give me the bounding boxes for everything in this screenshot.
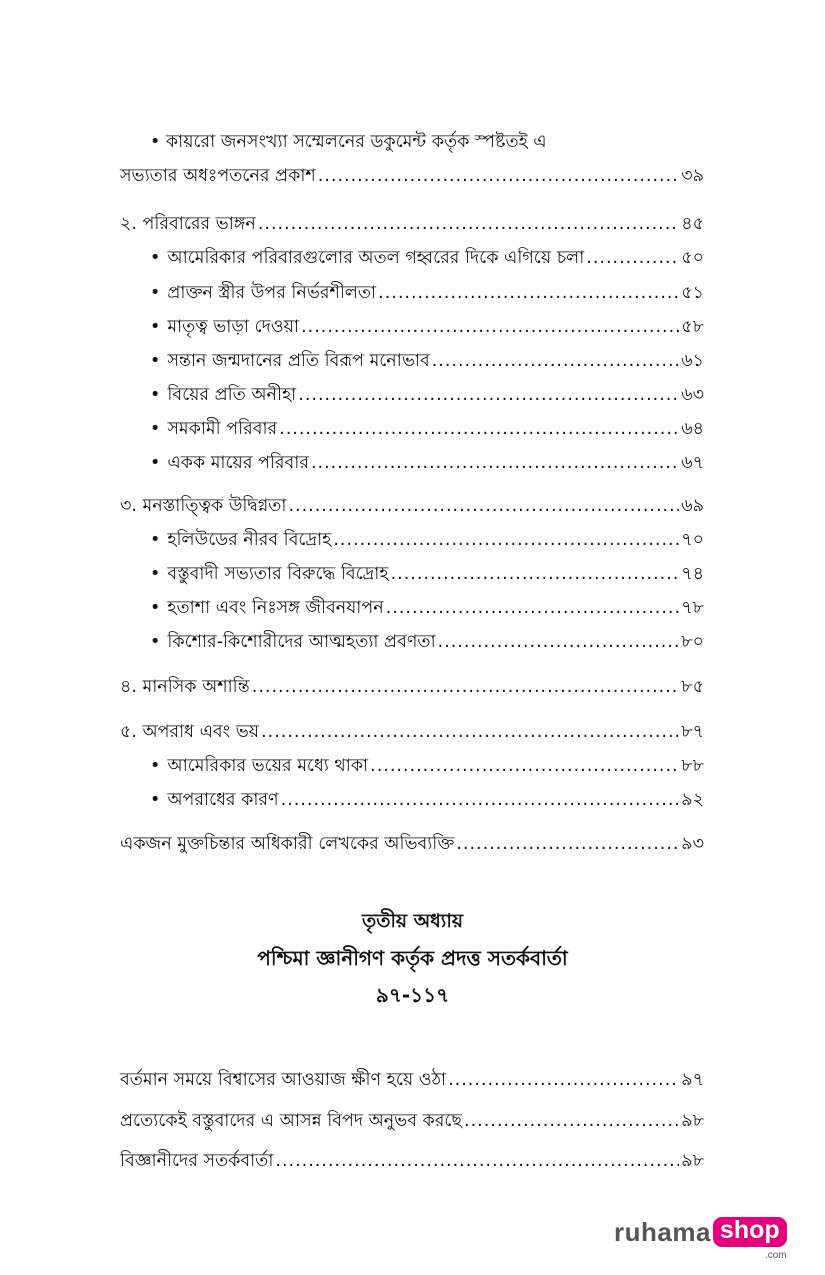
toc-entry-title: প্রত্যেকেই বস্তুবাদের এ আসন্ন বিপদ অনুভব করছে: [120, 1110, 463, 1131]
toc-subentry: [150, 438, 704, 472]
toc-section: [120, 481, 704, 515]
toc-entry-continued: [150, 117, 710, 151]
dot-leader: [448, 1072, 679, 1090]
toc-section-title: ২. পরিবারের ভাঙ্গন: [120, 213, 256, 234]
bullet-icon: •: [150, 755, 161, 776]
dot-leader: [301, 319, 679, 337]
bullet-icon: •: [150, 418, 161, 439]
dot-leader: [432, 353, 680, 371]
bullet-icon: •: [150, 597, 161, 618]
chapter-page-range: ৯৭-১১৭: [375, 983, 450, 1007]
bullet-icon: •: [150, 350, 161, 371]
toc-subentry: [150, 741, 704, 775]
toc-entry: [120, 151, 704, 185]
toc-page-number: ৬৭: [681, 452, 704, 473]
dot-leader: [391, 566, 680, 584]
toc-entry-title: সমকামী পরিবার: [167, 418, 278, 439]
toc-entry: [120, 1096, 704, 1130]
toc-page-number: ৬৯: [681, 495, 704, 516]
toc-entry: [120, 1136, 704, 1170]
toc-section-title: ৪. মানসিক অশান্তি: [120, 676, 250, 697]
toc-entry-title: বিজ্ঞানীদের সতর্কবার্তা: [120, 1150, 274, 1171]
logo-shop-text: shop: [719, 1216, 780, 1244]
toc-page-number: ৮৫: [681, 676, 704, 697]
toc-entry-title: হতাশা এবং নিঃসঙ্গ জীবনযাপন: [167, 597, 384, 618]
chapter-title: পশ্চিমা জ্ঞানীগণ কর্তৃক প্রদত্ত সতর্কবার্তা: [257, 946, 568, 970]
toc-page-number: ৯৮: [681, 1110, 704, 1131]
toc-subentry: [150, 370, 704, 404]
toc-subentry: [150, 515, 704, 549]
toc-subentry: [150, 336, 704, 370]
toc-page-number: ৬৩: [681, 384, 704, 405]
toc-subentry: [150, 404, 704, 438]
toc-entry-title: অপরাধের কারণ: [167, 789, 279, 810]
dot-leader: [378, 285, 679, 303]
toc-entry: [120, 819, 704, 853]
toc-page-number: ৯৩: [681, 833, 704, 854]
toc-subentry: [150, 302, 704, 336]
toc-entry-title: বর্তমান সময়ে বিশ্বাসের আওয়াজ ক্ষীণ হয়ে ওঠা: [120, 1069, 447, 1090]
dot-leader: [464, 1113, 679, 1131]
logo-shop-badge: [713, 1216, 787, 1261]
toc-entry-title: বিয়ের প্রতি অনীহা: [167, 384, 297, 405]
toc-page-number: ৪৫: [681, 213, 704, 234]
toc-subentry: [150, 617, 704, 651]
bullet-icon: •: [150, 789, 161, 810]
bullet-icon: •: [150, 563, 161, 584]
toc-subentry: [150, 268, 704, 302]
dot-leader: [311, 455, 679, 473]
bullet-icon: •: [150, 631, 161, 652]
toc-page-number: ৬১: [681, 350, 704, 371]
toc-section-title: ৩. মনস্তাত্ত্বিক উদ্বিগ্নতা: [120, 495, 287, 516]
dot-leader: [370, 758, 679, 776]
dot-leader: [275, 1153, 679, 1171]
toc-entry: [120, 1055, 704, 1089]
toc-page-number: ৫১: [681, 282, 704, 303]
toc-page-number: ৮৮: [681, 755, 704, 776]
toc-entry-title: একক মায়ের পরিবার: [167, 452, 309, 473]
toc-page-number: ৭৮: [681, 597, 704, 618]
bullet-icon: •: [150, 316, 161, 337]
toc-entry-title: বস্তুবাদী সভ্যতার বিরুদ্ধে বিদ্রোহ: [167, 563, 389, 584]
toc-entry-title: মাতৃত্ব ভাড়া দেওয়া: [167, 316, 300, 337]
toc-entry-title: আমেরিকার ভয়ের মধ্যে থাকা: [167, 755, 369, 776]
bullet-icon: •: [150, 247, 161, 268]
toc-entry-title: • কায়রো জনসংখ্যা সম্মেলনের ডকুমেন্ট কর্তৃক স্পষ্টতই এ: [150, 131, 547, 152]
toc-entry-title: প্রাক্তন স্ত্রীর উপর নির্ভরশীলতা: [167, 282, 377, 303]
dot-leader: [333, 532, 679, 550]
logo-domain-text: .com: [764, 1250, 787, 1261]
toc-subentry: [150, 549, 704, 583]
toc-subentry: [150, 233, 704, 267]
toc-entry-title: সভ্যতার অধঃপতনের প্রকাশ: [120, 165, 316, 186]
dot-leader: [438, 634, 680, 652]
toc-page-number: ৯৭: [681, 1069, 704, 1090]
toc-subentry: [150, 583, 704, 617]
bullet-icon: •: [150, 452, 161, 473]
toc-page-number: ৬৪: [681, 418, 704, 439]
toc-section: [120, 199, 704, 233]
bullet-icon: •: [150, 282, 161, 303]
toc-entry-title: সন্তান জন্মদানের প্রতি বিরূপ মনোভাব: [167, 350, 430, 371]
bullet-icon: •: [150, 384, 161, 405]
toc-section-title: ৫. অপরাধ এবং ভয়: [120, 721, 260, 742]
toc-page-number: ৮৭: [681, 721, 704, 742]
toc-page-number: ৫০: [681, 247, 704, 268]
dot-leader: [281, 792, 680, 810]
dot-leader: [258, 216, 679, 234]
toc-page-number: ৭০: [681, 529, 704, 550]
toc-section: [120, 662, 704, 696]
ruhamashop-logo: [614, 1212, 787, 1261]
toc-entry-title: কিশোর-কিশোরীদের আত্মহত্যা প্রবণতা: [167, 631, 436, 652]
toc-entry-title: হলিউডের নীরব বিদ্রোহ: [167, 529, 332, 550]
dot-leader: [252, 679, 680, 697]
dot-leader: [386, 600, 680, 618]
dot-leader: [456, 836, 679, 854]
dot-leader: [288, 498, 679, 516]
toc-subentry: [150, 775, 704, 809]
logo-brand-text: ruhama: [614, 1216, 711, 1247]
dot-leader: [586, 250, 679, 268]
toc-page-number: ৩৯: [681, 165, 704, 186]
dot-leader: [261, 724, 679, 742]
dot-leader: [279, 421, 679, 439]
toc-entry-title: আমেরিকার পরিবারগুলোর অতল গহ্বরের দিকে এগিয়ে চলা: [167, 247, 585, 268]
toc-page-number: ৫৮: [681, 316, 704, 337]
toc-entry-title: একজন মুক্তচিন্তার অধিকারী লেখকের অভিব্যক্তি: [120, 833, 455, 854]
dot-leader: [318, 168, 679, 186]
toc-page-number: ৭৪: [681, 563, 704, 584]
toc-page-number: ৮০: [681, 631, 704, 652]
bullet-icon: •: [150, 529, 161, 550]
toc-section: [120, 707, 704, 741]
toc-page-number: ৯৮: [681, 1150, 704, 1171]
toc-page-number: ৯২: [681, 789, 704, 810]
chapter-label: তৃতীয় অধ্যায়: [361, 910, 464, 932]
dot-leader: [298, 387, 679, 405]
